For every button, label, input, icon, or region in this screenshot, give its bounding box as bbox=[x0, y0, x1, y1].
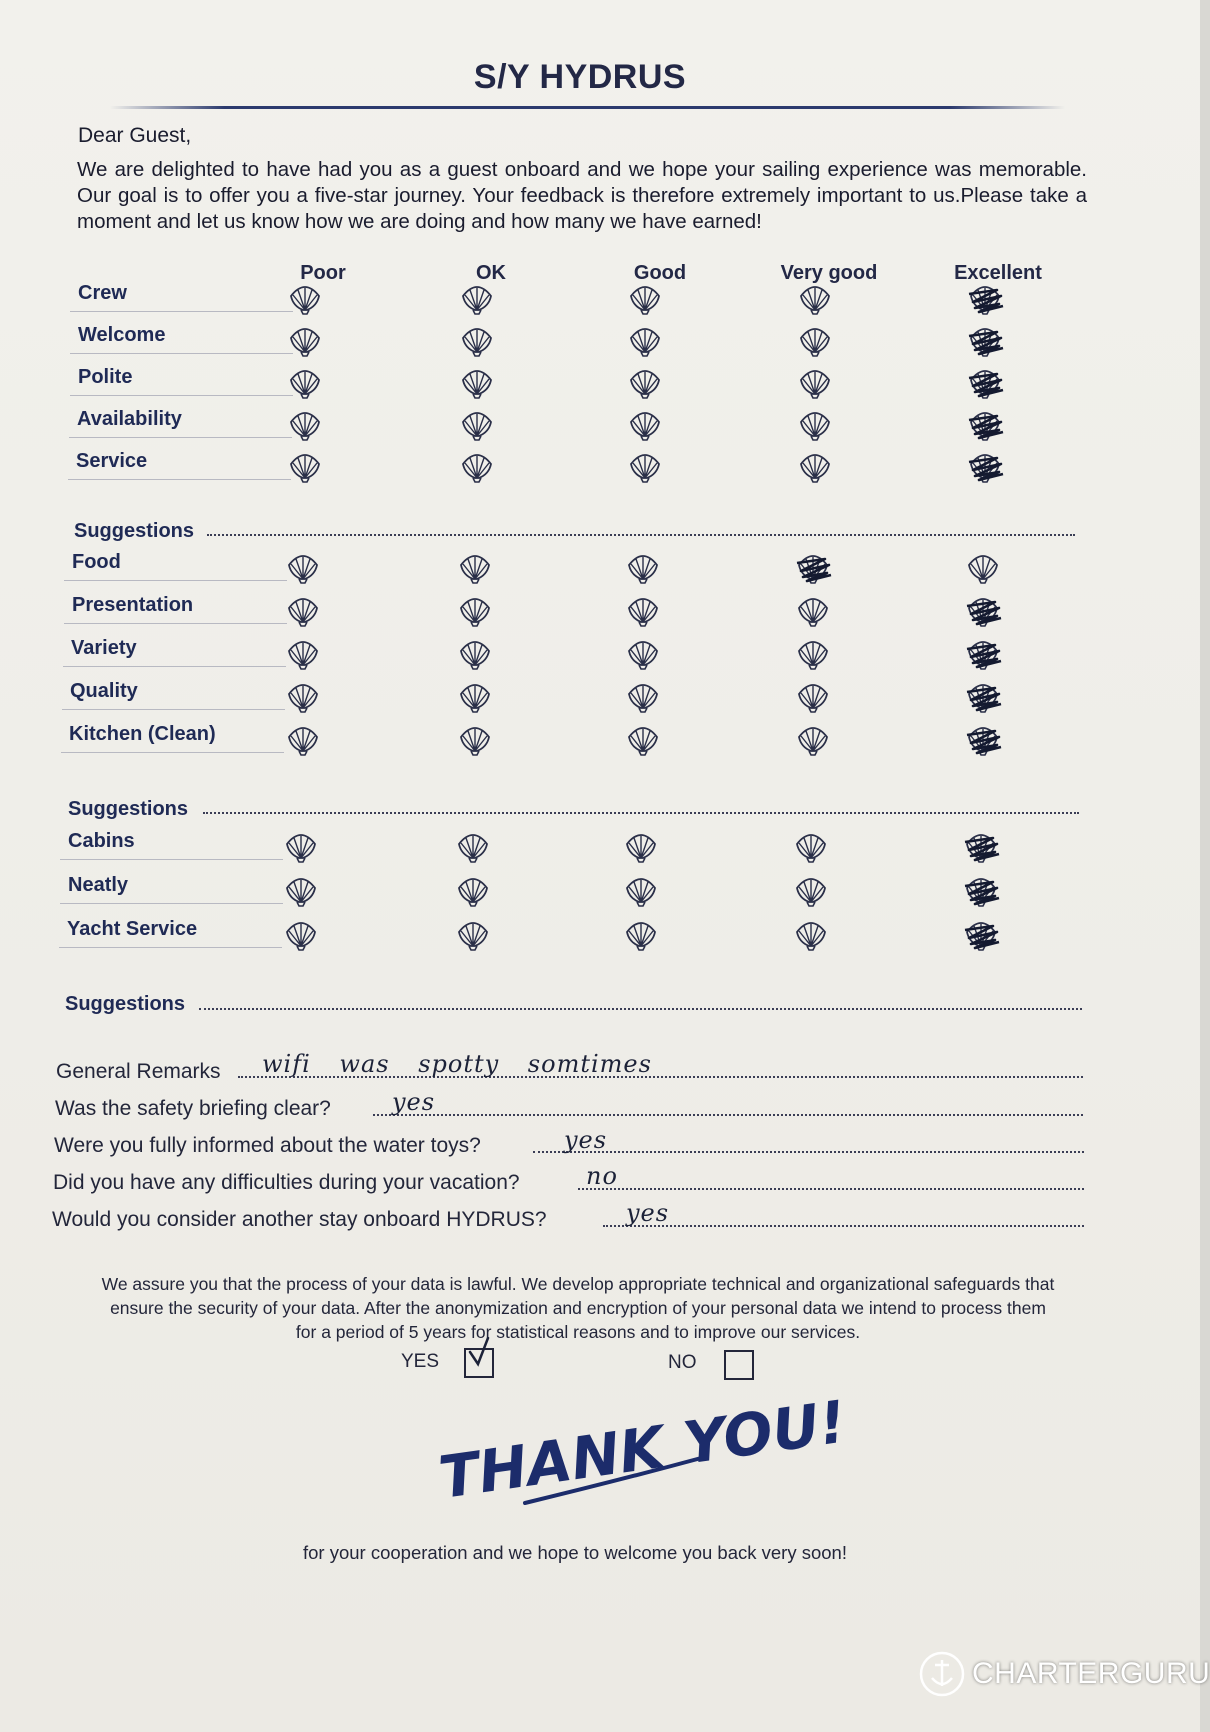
shell-rating-icon[interactable] bbox=[285, 680, 321, 714]
shell-rating-icon[interactable] bbox=[625, 594, 661, 628]
shell-rating-icon[interactable] bbox=[457, 637, 493, 671]
shell-rating-icon[interactable] bbox=[457, 723, 493, 757]
shell-rating-icon[interactable] bbox=[623, 874, 659, 908]
privacy-notice bbox=[48, 1272, 1108, 1344]
shell-rating-icon[interactable] bbox=[793, 874, 829, 908]
answer-line-difficulties[interactable] bbox=[578, 1186, 1084, 1190]
shell-rating-icon[interactable] bbox=[285, 637, 321, 671]
watermark-text: CHARTERGURU bbox=[972, 1657, 1210, 1690]
shell-rating-icon[interactable] bbox=[287, 450, 323, 484]
shell-rating-icon[interactable] bbox=[285, 594, 321, 628]
form-title: S/Y HYDRUS bbox=[473, 58, 687, 96]
shell-rating-icon[interactable] bbox=[797, 450, 833, 484]
privacy-line-3: for a period of 5 years for statistical reasons and to improve our services. bbox=[295, 1322, 861, 1342]
rating-row-label: Crew bbox=[70, 282, 293, 312]
shell-rating-icon[interactable] bbox=[967, 282, 1003, 316]
answer-safety-briefing: yes bbox=[392, 1088, 436, 1116]
shell-rating-icon[interactable] bbox=[457, 551, 493, 585]
answer-difficulties: no bbox=[586, 1162, 618, 1190]
consent-no-label: NO bbox=[668, 1352, 697, 1373]
suggestions-line-cabins[interactable] bbox=[199, 1006, 1082, 1010]
shell-rating-icon[interactable] bbox=[459, 366, 495, 400]
shell-rating-icon[interactable] bbox=[965, 723, 1001, 757]
shell-rating-icon[interactable] bbox=[797, 408, 833, 442]
shell-rating-icon[interactable] bbox=[795, 551, 831, 585]
shell-rating-icon[interactable] bbox=[287, 366, 323, 400]
shell-rating-icon[interactable] bbox=[625, 680, 661, 714]
shell-rating-icon[interactable] bbox=[795, 723, 831, 757]
suggestions-line-food[interactable] bbox=[203, 810, 1079, 814]
shell-rating-icon[interactable] bbox=[625, 637, 661, 671]
shell-rating-icon[interactable] bbox=[967, 324, 1003, 358]
shell-rating-icon[interactable] bbox=[965, 594, 1001, 628]
shell-rating-icon[interactable] bbox=[459, 282, 495, 316]
rating-row-label: Service bbox=[68, 450, 291, 480]
shell-rating-icon[interactable] bbox=[965, 637, 1001, 671]
question-difficulties: Did you have any difficulties during your vacation? bbox=[53, 1171, 520, 1194]
rating-row-label: Polite bbox=[70, 366, 293, 396]
suggestions-label-cabins: Suggestions bbox=[65, 993, 186, 1015]
rating-row-label: Neatly bbox=[60, 874, 283, 904]
question-another-stay: Would you consider another stay onboard HYDRUS? bbox=[52, 1208, 547, 1231]
shell-rating-icon[interactable] bbox=[455, 874, 491, 908]
shell-rating-icon[interactable] bbox=[963, 918, 999, 952]
shell-rating-icon[interactable] bbox=[623, 830, 659, 864]
shell-rating-icon[interactable] bbox=[627, 408, 663, 442]
checkmark-icon bbox=[466, 1340, 492, 1366]
answer-line-another-stay[interactable] bbox=[603, 1223, 1084, 1227]
shell-rating-icon[interactable] bbox=[967, 408, 1003, 442]
thank-you-lettering bbox=[430, 1385, 850, 1512]
suggestions-line-crew[interactable] bbox=[207, 532, 1075, 536]
rating-row-label: Yacht Service bbox=[59, 918, 282, 948]
shell-rating-icon[interactable] bbox=[795, 594, 831, 628]
rating-row-label: Welcome bbox=[70, 324, 293, 354]
shell-rating-icon[interactable] bbox=[627, 282, 663, 316]
suggestions-label-crew: Suggestions bbox=[74, 520, 195, 542]
shell-rating-icon[interactable] bbox=[287, 282, 323, 316]
shell-rating-icon[interactable] bbox=[965, 680, 1001, 714]
shell-rating-icon[interactable] bbox=[287, 408, 323, 442]
rating-row-label: Availability bbox=[69, 408, 292, 438]
question-water-toys: Were you fully informed about the water toys? bbox=[54, 1134, 481, 1157]
shell-rating-icon[interactable] bbox=[793, 830, 829, 864]
shell-rating-icon[interactable] bbox=[625, 723, 661, 757]
anchor-icon bbox=[918, 1650, 966, 1698]
shell-rating-icon[interactable] bbox=[285, 551, 321, 585]
rating-row-label: Kitchen (Clean) bbox=[61, 723, 284, 753]
shell-rating-icon[interactable] bbox=[793, 918, 829, 952]
shell-rating-icon[interactable] bbox=[627, 324, 663, 358]
shell-rating-icon[interactable] bbox=[459, 408, 495, 442]
answer-line-safety-briefing[interactable] bbox=[373, 1112, 1083, 1116]
shell-rating-icon[interactable] bbox=[623, 918, 659, 952]
title-divider bbox=[110, 106, 1065, 109]
shell-rating-icon[interactable] bbox=[797, 282, 833, 316]
watermark-logo bbox=[918, 1650, 1210, 1698]
question-safety-briefing: Was the safety briefing clear? bbox=[55, 1097, 331, 1120]
answer-water-toys: yes bbox=[564, 1126, 608, 1154]
rating-row-label: Quality bbox=[62, 680, 285, 710]
shell-rating-icon[interactable] bbox=[285, 723, 321, 757]
privacy-line-1: We assure you that the process of your data is lawful. We develop appropriate technical and organizational safeguards that bbox=[101, 1274, 1055, 1294]
greeting: Dear Guest, bbox=[78, 124, 192, 147]
shell-rating-icon[interactable] bbox=[457, 594, 493, 628]
answer-line-water-toys[interactable] bbox=[533, 1149, 1084, 1153]
shell-rating-icon[interactable] bbox=[795, 680, 831, 714]
shell-rating-icon[interactable] bbox=[967, 450, 1003, 484]
suggestions-label-food: Suggestions bbox=[68, 798, 189, 820]
rating-row-label: Presentation bbox=[64, 594, 287, 624]
shell-rating-icon[interactable] bbox=[287, 324, 323, 358]
col-header-excellent: Excellent bbox=[954, 262, 1042, 284]
shell-rating-icon[interactable] bbox=[627, 450, 663, 484]
question-general-remarks: General Remarks bbox=[56, 1060, 221, 1083]
shell-rating-icon[interactable] bbox=[627, 366, 663, 400]
shell-rating-icon[interactable] bbox=[455, 918, 491, 952]
shell-rating-icon[interactable] bbox=[283, 830, 319, 864]
shell-rating-icon[interactable] bbox=[459, 450, 495, 484]
shell-rating-icon[interactable] bbox=[625, 551, 661, 585]
privacy-line-2: ensure the security of your data. After the anonymization and encryption of your personal data we intend to process them bbox=[110, 1298, 1046, 1318]
col-header-poor: Poor bbox=[300, 262, 346, 284]
col-header-good: Good bbox=[633, 262, 687, 284]
answer-general-remarks: wifi was spotty somtimes bbox=[262, 1050, 652, 1078]
consent-no-checkbox[interactable] bbox=[724, 1350, 754, 1380]
thank-you-graphic bbox=[430, 1385, 850, 1512]
shell-rating-icon[interactable] bbox=[457, 680, 493, 714]
shell-rating-icon[interactable] bbox=[965, 551, 1001, 585]
consent-yes-label: YES bbox=[401, 1351, 440, 1372]
shell-rating-icon[interactable] bbox=[797, 324, 833, 358]
shell-rating-icon[interactable] bbox=[455, 830, 491, 864]
shell-rating-icon[interactable] bbox=[963, 874, 999, 908]
footer-message: for your cooperation and we hope to welcome you back very soon! bbox=[302, 1542, 847, 1563]
shell-rating-icon[interactable] bbox=[283, 918, 319, 952]
shell-rating-icon[interactable] bbox=[283, 874, 319, 908]
shell-rating-icon[interactable] bbox=[459, 324, 495, 358]
col-header-ok: OK bbox=[476, 262, 506, 284]
shell-rating-icon[interactable] bbox=[797, 366, 833, 400]
rating-row-label: Cabins bbox=[60, 830, 283, 860]
thank-you-text: THANK YOU! bbox=[435, 1387, 850, 1512]
shell-rating-icon[interactable] bbox=[795, 637, 831, 671]
answer-another-stay: yes bbox=[626, 1199, 670, 1227]
intro-paragraph: We are delighted to have had you as a guest onboard and we hope your sailing experience was memorable. Our goal is to offer you a five-star journey. Your feedback is therefore extremely important to us.Please take a moment and let us know how we are doing and how many we have earned! bbox=[77, 158, 1087, 233]
rating-row-label: Food bbox=[64, 551, 287, 581]
col-header-very-good: Very good bbox=[780, 262, 878, 284]
shell-rating-icon[interactable] bbox=[967, 366, 1003, 400]
consent-yes-checkbox[interactable] bbox=[464, 1348, 494, 1378]
rating-row-label: Variety bbox=[63, 637, 286, 667]
shell-rating-icon[interactable] bbox=[963, 830, 999, 864]
